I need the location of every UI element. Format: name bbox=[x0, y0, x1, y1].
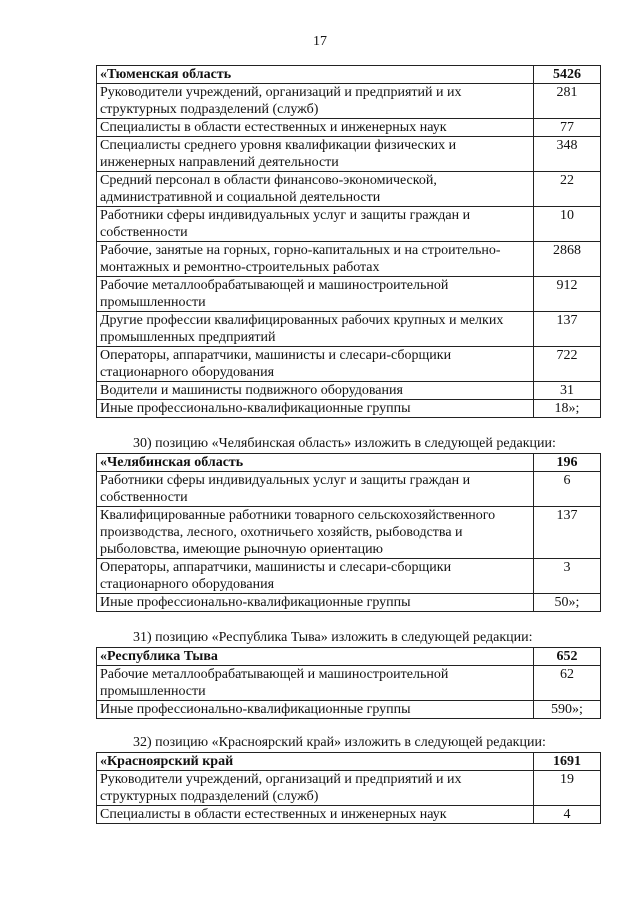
group-name: Операторы, аппаратчики, машинисты и слесари-сборщики стационарного оборудования bbox=[97, 347, 534, 382]
group-value: 18»; bbox=[534, 400, 601, 418]
group-value: 22 bbox=[534, 172, 601, 207]
group-value: 77 bbox=[534, 119, 601, 137]
table-tyva bbox=[96, 647, 601, 719]
table-row bbox=[97, 771, 601, 806]
group-name: Рабочие металлообрабатывающей и машиностроительной промышленности bbox=[97, 277, 534, 312]
group-name: Работники сферы индивидуальных услуг и защиты граждан и собственности bbox=[97, 472, 534, 507]
page-number: 17 bbox=[313, 34, 327, 49]
table-row bbox=[97, 666, 601, 701]
region-name: «Тюменская область bbox=[97, 66, 534, 84]
group-value: 137 bbox=[534, 507, 601, 559]
table-row bbox=[97, 242, 601, 277]
table-header-row bbox=[97, 753, 601, 771]
table-row bbox=[97, 312, 601, 347]
group-name: Руководители учреждений, организаций и предприятий и их структурных подразделений (служб) bbox=[97, 84, 534, 119]
group-value: 6 bbox=[534, 472, 601, 507]
group-name: Рабочие металлообрабатывающей и машиностроительной промышленности bbox=[97, 666, 534, 701]
table-row bbox=[97, 172, 601, 207]
region-total: 5426 bbox=[534, 66, 601, 84]
table-header-row bbox=[97, 454, 601, 472]
group-value: 19 bbox=[534, 771, 601, 806]
table-row bbox=[97, 347, 601, 382]
group-name: Иные профессионально-квалификационные группы bbox=[97, 594, 534, 612]
group-name: Специалисты в области естественных и инженерных наук bbox=[97, 119, 534, 137]
group-value: 137 bbox=[534, 312, 601, 347]
group-value: 4 bbox=[534, 806, 601, 824]
group-name: Другие профессии квалифицированных рабочих крупных и мелких промышленных предприятий bbox=[97, 312, 534, 347]
group-name: Квалифицированные работники товарного сельскохозяйственного производства, лесного, охотничьего хозяйств, рыбоводства и рыболовства, имеющие рыночную ориентацию bbox=[97, 507, 534, 559]
table-row bbox=[97, 400, 601, 418]
table-row bbox=[97, 559, 601, 594]
table-row bbox=[97, 137, 601, 172]
region-name: «Республика Тыва bbox=[97, 648, 534, 666]
group-name: Средний персонал в области финансово-экономической, административной и социальной деятельности bbox=[97, 172, 534, 207]
table-row bbox=[97, 277, 601, 312]
table-row bbox=[97, 382, 601, 400]
group-value: 3 bbox=[534, 559, 601, 594]
paragraph-30: 30) позицию «Челябинская область» изложить в следующей редакции: bbox=[133, 436, 556, 451]
table-krasnoyarsk bbox=[96, 752, 601, 824]
group-value: 10 bbox=[534, 207, 601, 242]
region-total: 1691 bbox=[534, 753, 601, 771]
paragraph-31: 31) позицию «Республика Тыва» изложить в следующей редакции: bbox=[133, 630, 533, 645]
group-value: 281 bbox=[534, 84, 601, 119]
group-value: 2868 bbox=[534, 242, 601, 277]
region-name: «Красноярский край bbox=[97, 753, 534, 771]
table-header-row bbox=[97, 66, 601, 84]
region-total: 652 bbox=[534, 648, 601, 666]
table-chelyabinsk bbox=[96, 453, 601, 612]
group-value: 912 bbox=[534, 277, 601, 312]
group-value: 62 bbox=[534, 666, 601, 701]
table-row bbox=[97, 806, 601, 824]
paragraph-32: 32) позицию «Красноярский край» изложить в следующей редакции: bbox=[133, 735, 546, 750]
table-row bbox=[97, 207, 601, 242]
group-value: 722 bbox=[534, 347, 601, 382]
group-name: Специалисты в области естественных и инженерных наук bbox=[97, 806, 534, 824]
group-name: Работники сферы индивидуальных услуг и защиты граждан и собственности bbox=[97, 207, 534, 242]
group-name: Руководители учреждений, организаций и предприятий и их структурных подразделений (служб) bbox=[97, 771, 534, 806]
table-row bbox=[97, 119, 601, 137]
group-value: 31 bbox=[534, 382, 601, 400]
group-name: Специалисты среднего уровня квалификации физических и инженерных направлений деятельности bbox=[97, 137, 534, 172]
group-value: 348 bbox=[534, 137, 601, 172]
group-value: 590»; bbox=[534, 701, 601, 719]
table-row bbox=[97, 84, 601, 119]
table-header-row bbox=[97, 648, 601, 666]
table-row bbox=[97, 507, 601, 559]
group-value: 50»; bbox=[534, 594, 601, 612]
group-name: Рабочие, занятые на горных, горно-капитальных и на строительно-монтажных и ремонтно-строительных работах bbox=[97, 242, 534, 277]
table-row bbox=[97, 594, 601, 612]
region-total: 196 bbox=[534, 454, 601, 472]
group-name: Водители и машинисты подвижного оборудования bbox=[97, 382, 534, 400]
group-name: Иные профессионально-квалификационные группы bbox=[97, 400, 534, 418]
group-name: Иные профессионально-квалификационные группы bbox=[97, 701, 534, 719]
region-name: «Челябинская область bbox=[97, 454, 534, 472]
table-row bbox=[97, 701, 601, 719]
table-tyumen bbox=[96, 65, 601, 418]
group-name: Операторы, аппаратчики, машинисты и слесари-сборщики стационарного оборудования bbox=[97, 559, 534, 594]
table-row bbox=[97, 472, 601, 507]
